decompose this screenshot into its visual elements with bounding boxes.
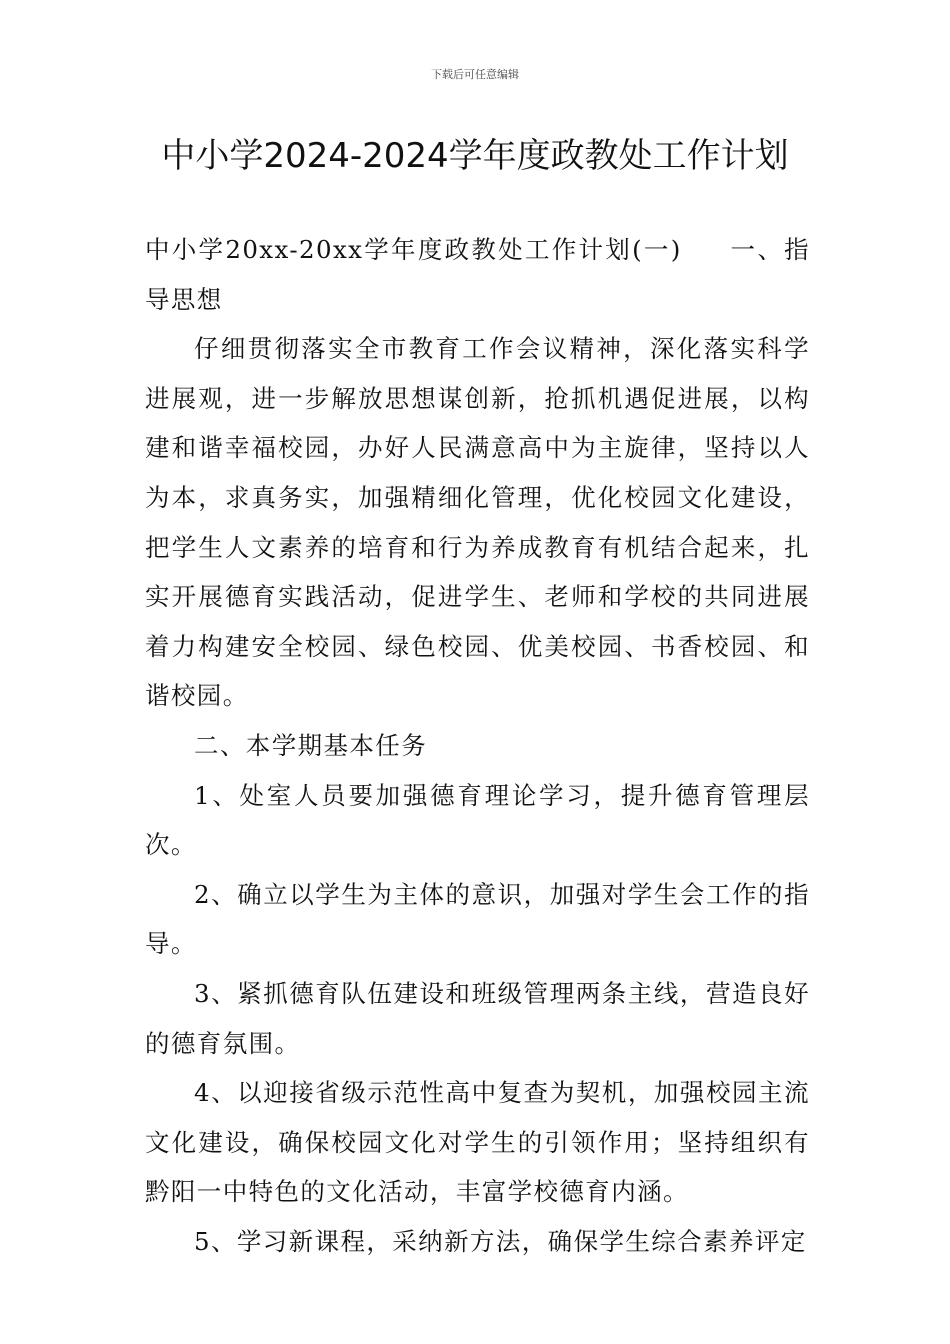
document-body [145,225,810,1266]
intro-paragraph [145,225,810,324]
task-item-4: 4、以迎接省级示范性高中复查为契机，加强校园主流文化建设，确保校园文化对学生的引领作用；坚持组织有黔阳一中特色的文化活动，丰富学校德育内涵。 [145,1078,810,1207]
section-heading-tasks: 二、本学期基本任务 [194,730,428,760]
guiding-thought-paragraph: 仔细贯彻落实全市教育工作会议精神，深化落实科学进展观，进一步解放思想谋创新，抢抓机遇促进展，以构建和谐幸福校园，办好人民满意高中为主旋律，坚持以人为本，求真务实，加强精细化管理，优化校园文化建设，把学生人文素养的培育和行为养成教育有机结合起来，扎实开展德育实践活动，促进学生、老师和学校的共同进展着力构建安全校园、绿色校园、优美校园、书香校园、和谐校园。 [145,334,810,711]
header-note: 下载后可任意编辑 [431,68,519,81]
task-item-5: 5、学习新课程，采纳新方法，确保学生综合素养评定 [194,1226,807,1256]
intro-lead: 中小学20xx-20xx学年度政教处工作计划(一) [145,235,682,264]
task-item-1: 1、处室人员要加强德育理论学习，提升德育管理层次。 [145,780,810,860]
task-item-3: 3、紧抓德育队伍建设和班级管理两条主线，营造良好的德育氛围。 [145,978,810,1058]
intro-tail: 一、指导思想 [145,235,810,314]
document-title: 中小学2024-2024学年度政教处工作计划 [161,136,789,176]
task-item-2: 2、确立以学生为主体的意识，加强对学生会工作的指导。 [145,879,810,959]
